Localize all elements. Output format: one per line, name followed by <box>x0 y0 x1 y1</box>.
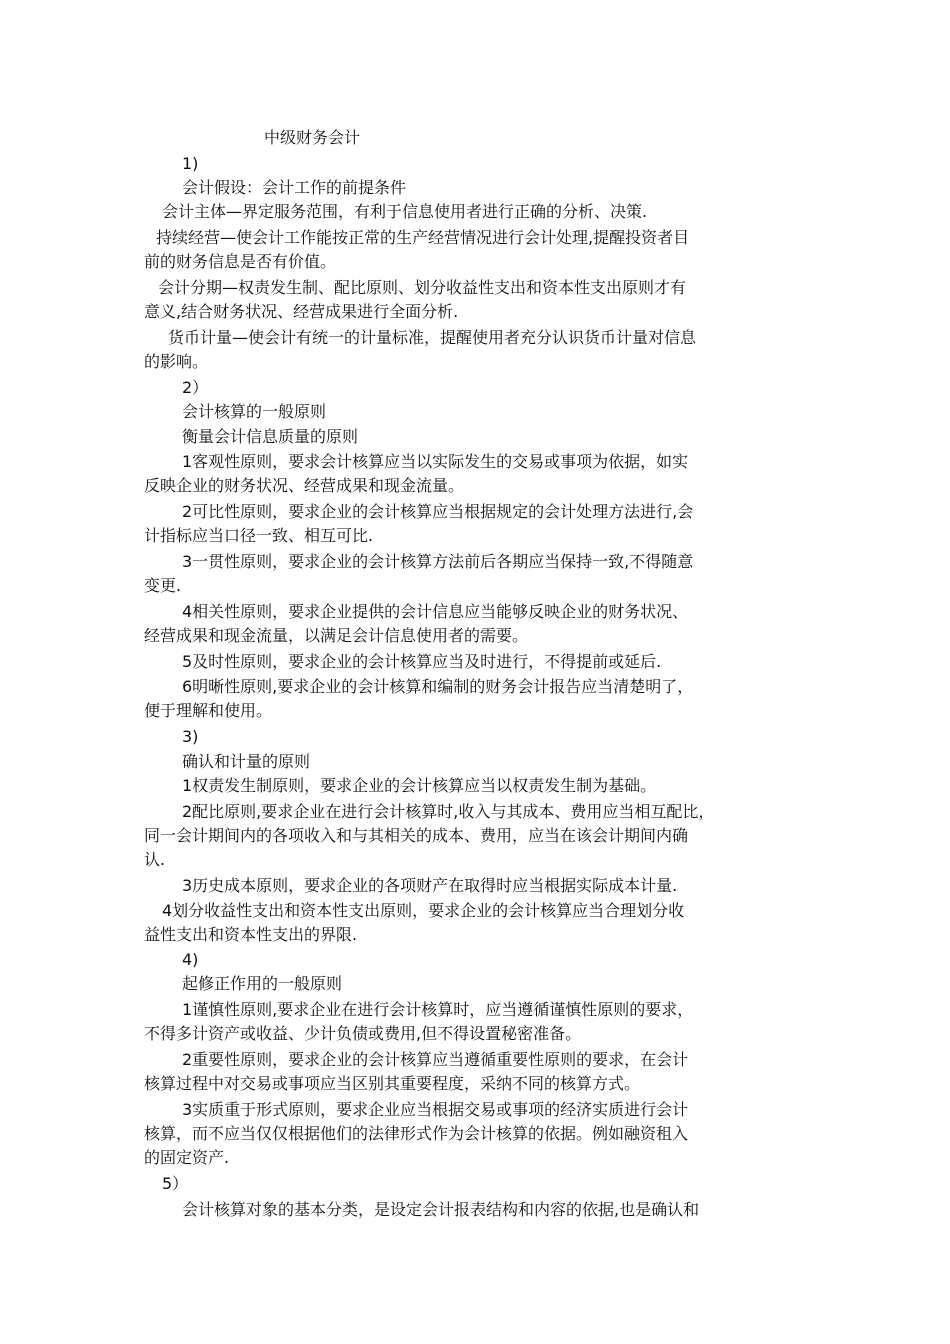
document-line: 核算过程中对交易或事项应当区别其重要程度，采纳不同的核算方式。 <box>144 1074 641 1093</box>
document-line: 4划分收益性支出和资本性支出原则，要求企业的会计核算应当合理划分收 <box>162 901 685 920</box>
document-line: 反映企业的财务状况、经营成果和现金流量。 <box>144 476 465 495</box>
document-line: 1谨慎性原则,要求企业在进行会计核算时，应当遵循谨慎性原则的要求， <box>182 1000 694 1019</box>
document-line: 持续经营—使会计工作能按正常的生产经营情况进行会计处理,提醒投资者目 <box>156 228 690 247</box>
document-line: 6明晰性原则,要求企业的会计核算和编制的财务会计报告应当清楚明了， <box>182 677 694 696</box>
document-line: 核算，而不应当仅仅根据他们的法律形式作为会计核算的依据。例如融资租入 <box>144 1124 689 1143</box>
document-line: 2配比原则,要求企业在进行会计核算时,收入与其成本、费用应当相互配比， <box>182 802 715 821</box>
document-line: 会计分期—权责发生制、配比原则、划分收益性支出和资本性支出原则才有 <box>158 278 687 297</box>
document-line: 前的财务信息是否有价值。 <box>144 252 337 271</box>
document-line: 会计假设：会计工作的前提条件 <box>182 178 407 197</box>
document-line: 确认和计量的原则 <box>182 752 311 771</box>
document-line: 3实质重于形式原则，要求企业应当根据交易或事项的经济实质进行会计 <box>182 1100 689 1119</box>
document-line: 的影响。 <box>144 352 209 371</box>
document-line: 计指标应当口径一致、相互可比. <box>144 526 374 545</box>
document-line: 不得多计资产或收益、少计负债或费用,但不得设置秘密准备。 <box>144 1024 582 1043</box>
document-line: 经营成果和现金流量，以满足会计信息使用者的需要。 <box>144 626 529 645</box>
document-line: 变更. <box>144 576 182 595</box>
document-line: 便于理解和使用。 <box>144 701 273 720</box>
document-line: 2可比性原则，要求企业的会计核算应当根据规定的会计处理方法进行,会 <box>182 502 694 521</box>
document-line: 会计核算对象的基本分类，是设定会计报表结构和内容的依据,也是确认和 <box>182 1200 700 1219</box>
document-line: 起修正作用的一般原则 <box>182 974 343 993</box>
document-line: 认. <box>144 850 166 869</box>
document-line: 衡量会计信息质量的原则 <box>182 427 359 446</box>
document-line: 3历史成本原则，要求企业的各项财产在取得时应当根据实际成本计量. <box>182 876 678 895</box>
document-line: 2重要性原则，要求企业的会计核算应当遵循重要性原则的要求，在会计 <box>182 1050 689 1069</box>
document-line: 会计核算的一般原则 <box>182 402 327 421</box>
document-line: 5） <box>162 1174 189 1193</box>
document-line: 1) <box>182 154 199 173</box>
document-line: 3) <box>182 727 199 746</box>
document-line: 5及时性原则，要求企业的会计核算应当及时进行，不得提前或延后. <box>182 652 662 671</box>
document-line: 货币计量—使会计有统一的计量标准，提醒使用者充分认识货币计量对信息 <box>168 328 697 347</box>
document-title: 中级财务会计 <box>264 128 361 147</box>
document-line: 益性支出和资本性支出的界限. <box>144 925 358 944</box>
document-line: 的固定资产. <box>144 1148 230 1167</box>
document-line: 意义,结合财务状况、经营成果进行全面分析. <box>144 302 459 321</box>
document-line: 同一会计期间内的各项收入和与其相关的成本、费用，应当在该会计期间内确 <box>144 826 689 845</box>
document-line: 会计主体—界定服务范围，有利于信息使用者进行正确的分析、决策. <box>162 202 648 221</box>
document-line: 1客观性原则，要求会计核算应当以实际发生的交易或事项为依据，如实 <box>182 452 689 471</box>
document-line: 4相关性原则，要求企业提供的会计信息应当能够反映企业的财务状况、 <box>182 602 689 621</box>
document-line: 3一贯性原则，要求企业的会计核算方法前后各期应当保持一致,不得随意 <box>182 552 694 571</box>
document-line: 4) <box>182 950 199 969</box>
document-line: 1权责发生制原则，要求企业的会计核算应当以权责发生制为基础。 <box>182 776 657 795</box>
document-line: 2） <box>182 378 209 397</box>
